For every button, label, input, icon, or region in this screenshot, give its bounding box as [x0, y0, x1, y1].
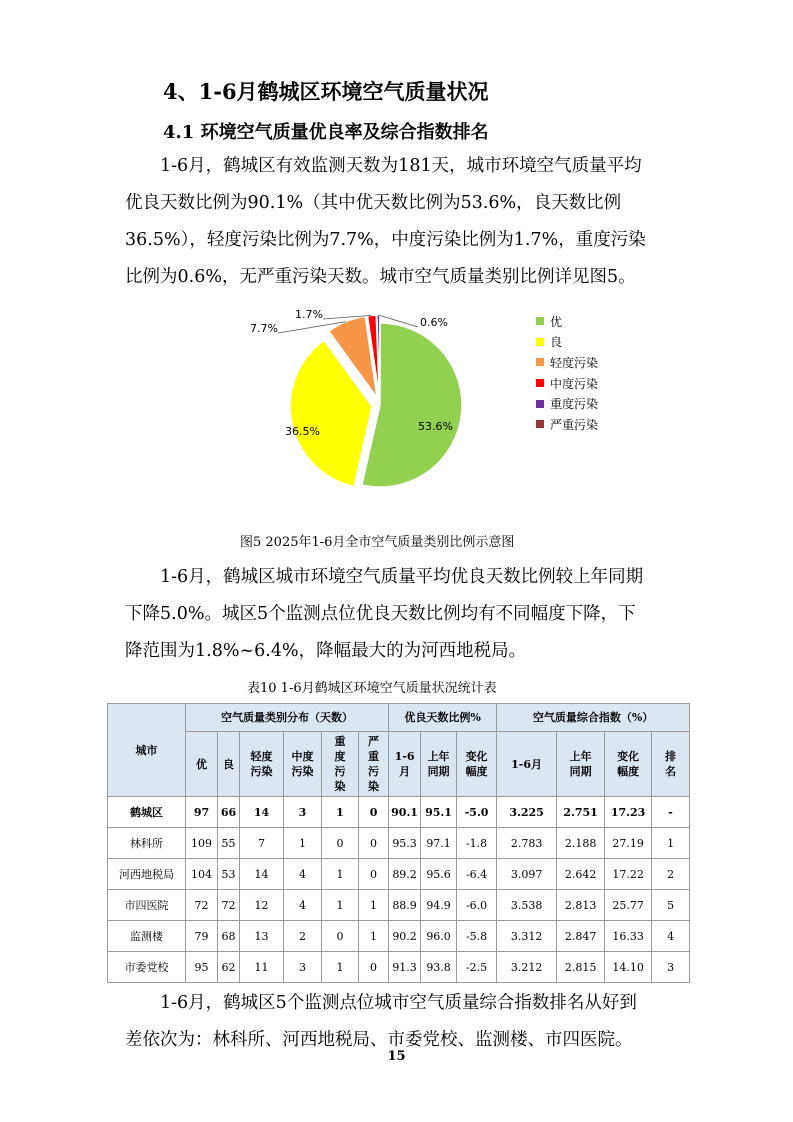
table-row	[108, 828, 690, 859]
table-cell: 72	[186, 890, 218, 921]
table-cell: 16.33	[605, 921, 652, 952]
table-cell: 1	[322, 797, 359, 828]
legend-swatch	[536, 358, 544, 366]
table-cell: 市委党校	[108, 952, 186, 983]
table-caption: 表10 1-6月鹤城区环境空气质量状况统计表	[247, 681, 497, 696]
table-cell: 3	[284, 797, 322, 828]
table-cell: 0	[322, 828, 359, 859]
page-number: 15	[387, 1049, 406, 1064]
table-cell: 93.8	[421, 952, 457, 983]
table-cell: 109	[186, 828, 218, 859]
pie-data-label: 7.7%	[250, 322, 278, 335]
table-cell: 95	[186, 952, 218, 983]
table-cell: 62	[218, 952, 240, 983]
paragraph-line: 36.5%），轻度污染比例为7.7%，中度污染比例为1.7%，重度污染	[125, 230, 646, 250]
table-cell: 0	[359, 828, 389, 859]
table-cell: 17.23	[605, 797, 652, 828]
paragraph-line: 1-6月，鹤城区城市环境空气质量平均优良天数比例较上年同期	[160, 567, 644, 587]
table-cell: 89.2	[389, 859, 421, 890]
paragraph-line: 优良天数比例为90.1%（其中优天数比例为53.6%，良天数比例	[125, 193, 622, 213]
paragraph-line: 降范围为1.8%~6.4%，降幅最大的为河西地税局。	[125, 641, 527, 661]
sub-header: 良	[218, 732, 240, 797]
city-header: 城市	[108, 704, 186, 797]
table-cell: 14	[240, 797, 284, 828]
legend-label: 重度污染	[550, 397, 599, 412]
table-cell: 0	[359, 859, 389, 890]
table-cell: 14	[240, 859, 284, 890]
table-cell: 17.22	[605, 859, 652, 890]
table-cell: 97.1	[421, 828, 457, 859]
table-cell: 3.097	[497, 859, 557, 890]
table-cell: 25.77	[605, 890, 652, 921]
table-cell: 4	[284, 859, 322, 890]
group-header-category: 空气质量类别分布（天数）	[186, 704, 389, 732]
paragraph-3	[125, 985, 637, 1059]
legend-swatch	[536, 400, 544, 408]
table-cell: 鹤城区	[108, 797, 186, 828]
paragraph-line: 1-6月，鹤城区有效监测天数为181天，城市环境空气质量平均	[160, 156, 642, 176]
table-cell: 79	[186, 921, 218, 952]
table-row	[108, 952, 690, 983]
table-cell: 2	[284, 921, 322, 952]
table-cell: 11	[240, 952, 284, 983]
table-cell: 1	[322, 890, 359, 921]
table-cell: 2.815	[557, 952, 605, 983]
legend-label: 轻度污染	[550, 355, 599, 370]
table-row	[108, 890, 690, 921]
sub-header: 轻度 污染	[240, 732, 284, 797]
table-cell: 96.0	[421, 921, 457, 952]
legend-label: 中度污染	[550, 376, 599, 391]
paragraph-line: 差依次为：林科所、河西地税局、市委党校、监测楼、市四医院。	[125, 1030, 633, 1050]
sub-header: 上年 同期	[421, 732, 457, 797]
table-cell: 3.312	[497, 921, 557, 952]
table-cell: 55	[218, 828, 240, 859]
table-cell: 2.813	[557, 890, 605, 921]
table-cell: 27.19	[605, 828, 652, 859]
table-cell: 13	[240, 921, 284, 952]
group-header-good-ratio: 优良天数比例%	[389, 704, 497, 732]
table-cell: 监测楼	[108, 921, 186, 952]
table-cell: 66	[218, 797, 240, 828]
table-cell: 95.6	[421, 859, 457, 890]
table-cell: 97	[186, 797, 218, 828]
section-heading: 4、1-6月鹤城区环境空气质量状况	[163, 79, 489, 104]
subsection-heading: 4.1 环境空气质量优良率及综合指数排名	[163, 122, 489, 143]
table-row	[108, 859, 690, 890]
paragraph-line: 比例为0.6%，无严重污染天数。城市空气质量类别比例详见图5。	[125, 267, 636, 287]
table-cell: 5	[652, 890, 690, 921]
table-cell: 2.847	[557, 921, 605, 952]
table-cell: 3.225	[497, 797, 557, 828]
table-cell: 2.188	[557, 828, 605, 859]
legend-item	[536, 332, 598, 353]
table-cell: 河西地税局	[108, 859, 186, 890]
table-cell: -6.4	[457, 859, 497, 890]
sub-header: 1-6月	[497, 732, 557, 797]
pie-data-label: 36.5%	[285, 425, 320, 438]
table-cell: 72	[218, 890, 240, 921]
table-cell: 91.3	[389, 952, 421, 983]
pie-data-label: 1.7%	[295, 308, 323, 321]
pie-data-label: 53.6%	[418, 420, 453, 433]
table-cell: 12	[240, 890, 284, 921]
pie-data-label: 0.6%	[420, 316, 448, 329]
table-cell: 1	[322, 952, 359, 983]
legend-swatch	[536, 379, 544, 387]
paragraph-line: 下降5.0%。城区5个监测点位优良天数比例均有不同幅度下降，下	[125, 604, 636, 624]
table-cell: 53	[218, 859, 240, 890]
table-cell: 4	[284, 890, 322, 921]
legend-label: 优	[550, 314, 563, 329]
table-cell: 94.9	[421, 890, 457, 921]
table-cell: 3	[652, 952, 690, 983]
legend-item	[536, 352, 598, 373]
table-cell: 1	[284, 828, 322, 859]
table-cell: 2	[652, 859, 690, 890]
table-cell: -5.0	[457, 797, 497, 828]
table-cell: 14.10	[605, 952, 652, 983]
table-row	[108, 921, 690, 952]
sub-header: 上年 同期	[557, 732, 605, 797]
paragraph-1	[125, 148, 646, 296]
table-cell: 1	[322, 859, 359, 890]
sub-header: 重 度 污 染	[322, 732, 359, 797]
legend-label: 严重污染	[550, 417, 599, 432]
group-header-index: 空气质量综合指数（%）	[497, 704, 690, 732]
sub-header: 中度 污染	[284, 732, 322, 797]
table-cell: 1	[359, 921, 389, 952]
sub-header: 排 名	[652, 732, 690, 797]
table-cell: -6.0	[457, 890, 497, 921]
legend-item	[536, 414, 598, 435]
table-cell: 0	[359, 952, 389, 983]
table-cell: 1	[652, 828, 690, 859]
table-cell: -1.8	[457, 828, 497, 859]
table-cell: 市四医院	[108, 890, 186, 921]
table-cell: 2.783	[497, 828, 557, 859]
paragraph-2	[125, 559, 643, 670]
figure-caption: 图5 2025年1-6月全市空气质量类别比例示意图	[240, 535, 515, 550]
table-cell: 104	[186, 859, 218, 890]
legend-item	[536, 393, 598, 414]
table-cell: 1	[359, 890, 389, 921]
sub-header: 变化 幅度	[605, 732, 652, 797]
sub-header: 1-6 月	[389, 732, 421, 797]
table-cell: -2.5	[457, 952, 497, 983]
table-cell: -	[652, 797, 690, 828]
table-cell: 7	[240, 828, 284, 859]
table-cell: 0	[359, 797, 389, 828]
legend-swatch	[536, 317, 544, 325]
legend-swatch	[536, 338, 544, 346]
table-cell: 90.2	[389, 921, 421, 952]
table-cell: 68	[218, 921, 240, 952]
table-cell: 95.1	[421, 797, 457, 828]
table-cell: 88.9	[389, 890, 421, 921]
paragraph-line: 1-6月，鹤城区5个监测点位城市空气质量综合指数排名从好到	[160, 993, 637, 1013]
table-cell: 0	[322, 921, 359, 952]
table-cell: 3	[284, 952, 322, 983]
legend-item	[536, 311, 598, 332]
sub-header: 变化 幅度	[457, 732, 497, 797]
table-row	[108, 797, 690, 828]
table-cell: 3.538	[497, 890, 557, 921]
table-cell: 2.642	[557, 859, 605, 890]
legend-swatch	[536, 420, 544, 428]
pie-chart	[250, 305, 540, 495]
table-cell: 4	[652, 921, 690, 952]
sub-header: 严 重 污 染	[359, 732, 389, 797]
table-cell: 3.212	[497, 952, 557, 983]
sub-header: 优	[186, 732, 218, 797]
table-cell: 95.3	[389, 828, 421, 859]
chart-legend	[536, 311, 598, 435]
table-cell: -5.8	[457, 921, 497, 952]
table-cell: 2.751	[557, 797, 605, 828]
table-cell: 林科所	[108, 828, 186, 859]
legend-label: 良	[550, 335, 563, 350]
legend-item	[536, 373, 598, 394]
table-cell: 90.1	[389, 797, 421, 828]
air-quality-table	[107, 703, 690, 983]
